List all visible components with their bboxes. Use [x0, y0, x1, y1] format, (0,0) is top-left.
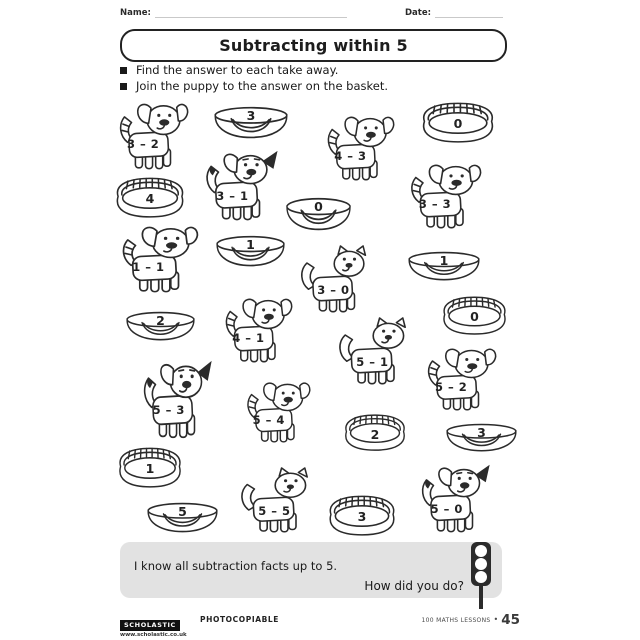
puppy-figure [320, 114, 396, 182]
subtraction-expression: 5 – 0 [430, 501, 463, 516]
subtraction-expression: 5 – 2 [435, 380, 468, 395]
basket-answer: 3 [477, 425, 486, 441]
subtraction-expression: 3 – 2 [127, 137, 160, 152]
publisher-url: www.scholastic.co.uk [120, 632, 187, 638]
traffic-light-icon [468, 541, 494, 611]
subtraction-expression: 5 – 5 [258, 504, 291, 519]
basket-answer: 1 [145, 460, 155, 476]
instruction-text: Join the puppy to the answer on the basket. [136, 79, 389, 93]
puppy-figure [136, 360, 214, 440]
basket-answer: 3 [357, 508, 367, 524]
puppy-icon [112, 101, 190, 171]
subtraction-expression: 5 – 4 [252, 413, 285, 428]
basket-figure [445, 423, 518, 453]
puppy-figure [114, 224, 200, 294]
basket-figure [125, 311, 196, 342]
basket-figure [213, 106, 289, 140]
basket-answer: 0 [314, 199, 323, 215]
subtraction-expression: 4 – 3 [334, 149, 367, 164]
basket-figure [418, 101, 498, 145]
basket-figure [112, 176, 188, 220]
basket-answer: 2 [156, 313, 165, 329]
basket-figure [341, 413, 409, 453]
date-label: Date: [405, 8, 432, 18]
scholastic-logo: SCHOLASTIC [120, 620, 180, 631]
name-label: Name: [120, 8, 151, 18]
basket-figure [215, 235, 286, 268]
basket-answer: 1 [439, 253, 449, 269]
page-number: 45 [501, 612, 520, 628]
puppy-icon [240, 380, 312, 444]
basket-figure [325, 494, 399, 538]
puppy-figure [236, 468, 316, 534]
page-title: Subtracting within 5 [219, 36, 408, 55]
puppy-icon [296, 246, 374, 314]
basket-answer: 3 [246, 108, 256, 124]
subtraction-expression: 3 – 1 [216, 188, 249, 203]
puppy-icon [420, 346, 498, 412]
puppy-figure [218, 296, 294, 364]
subtraction-expression: 4 – 1 [232, 331, 265, 346]
subtraction-expression: 3 – 0 [317, 283, 350, 298]
instruction-text: Find the answer to each take away. [136, 63, 339, 77]
basket-answer: 5 [178, 504, 187, 520]
puppy-icon [218, 296, 294, 364]
subtraction-expression: 5 – 1 [356, 355, 389, 370]
basket-answer: 2 [370, 426, 380, 442]
subtraction-expression: 3 – 3 [418, 197, 452, 212]
basket-answer: 1 [246, 237, 255, 253]
basket-figure [115, 446, 185, 490]
basket-figure [439, 295, 510, 337]
puppy-figure [420, 346, 498, 412]
puppy-figure [403, 162, 483, 230]
self-assessment-box [120, 542, 502, 598]
puppy-icon [198, 150, 280, 222]
basket-figure [285, 197, 352, 232]
subtraction-expression: 5 – 3 [152, 403, 185, 418]
puppy-icon [114, 224, 200, 294]
puppy-icon [320, 114, 396, 182]
basket-figure [407, 251, 481, 282]
subtraction-expression: 1 – 1 [132, 260, 165, 275]
puppy-icon [136, 360, 214, 440]
self-assessment-text: I know all subtraction facts up to 5. [134, 559, 338, 573]
puppy-figure [240, 380, 312, 444]
separator-dot: • [493, 615, 499, 624]
basket-figure [146, 502, 219, 534]
series-page-ref [408, 609, 520, 628]
puppy-icon [403, 162, 483, 230]
puppy-figure [334, 318, 414, 386]
how-did-you-do-text: How did you do? [364, 579, 464, 593]
puppy-icon [334, 318, 414, 386]
puppy-figure [296, 246, 374, 314]
publisher-block [120, 612, 187, 638]
puppy-icon [236, 468, 316, 534]
puppy-figure [112, 101, 190, 171]
series-name: 100 MATHS LESSONS [421, 617, 491, 624]
basket-answer: 0 [470, 309, 479, 325]
puppy-icon [414, 464, 492, 534]
puppy-figure [198, 150, 280, 222]
basket-answer: 4 [145, 190, 155, 206]
photocopiable-label: PHOTOCOPIABLE [200, 615, 280, 624]
basket-answer: 0 [453, 115, 463, 131]
puppy-figure [414, 464, 492, 534]
